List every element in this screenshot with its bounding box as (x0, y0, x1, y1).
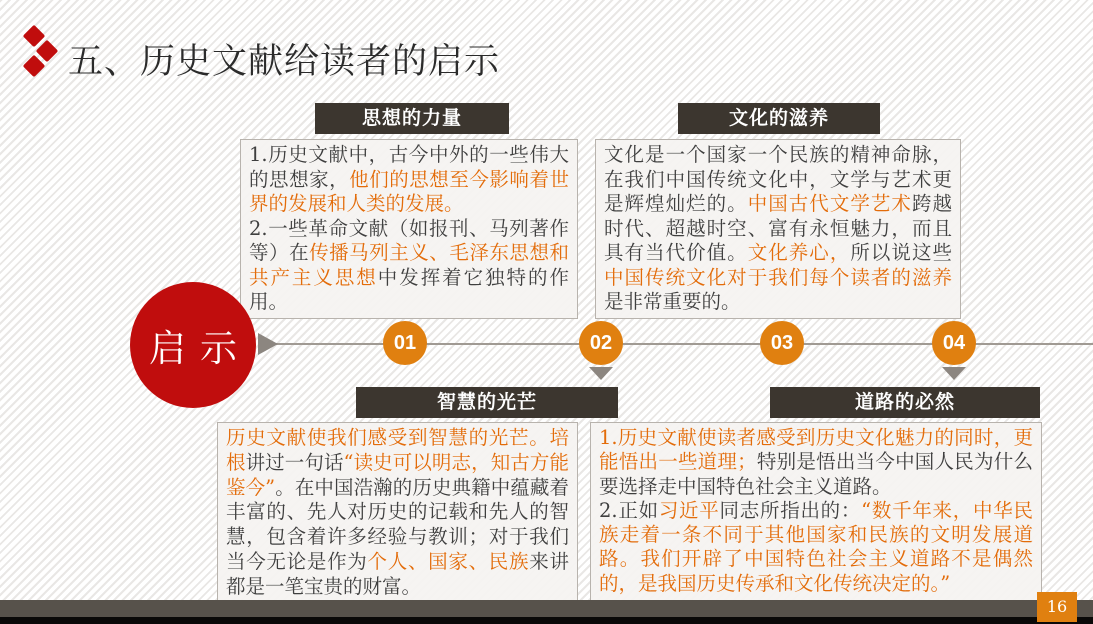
text-segment: 2.正如 (599, 498, 659, 522)
text-segment: 来讲都是一笔宝贵的财富。 (226, 549, 569, 598)
section-header-road: 道路的必然 (770, 387, 1040, 418)
text-segment: 。在中国浩瀚的历史典籍中蕴藏着丰富的、先人对历史的记载和先人的智慧，包含着许多经验与教训；对于我们当今无论是作为 (226, 475, 569, 573)
page-number-badge: 16 (1037, 592, 1077, 622)
section-body-wisdom (217, 422, 578, 602)
text-segment: 文化是一个国家一个民族的精神命脉，在我们中国传统文化中，文学与艺术更是辉煌灿烂的。 (604, 143, 952, 215)
section-header-culture: 文化的滋养 (678, 103, 880, 134)
text-segment: 所以说这些 (850, 241, 952, 264)
body-paragraph (249, 143, 569, 217)
arrow-down-icon (942, 367, 966, 380)
section-body-culture (595, 139, 961, 319)
section-body-road (590, 422, 1042, 618)
text-segment: 讲过一句话 (245, 450, 344, 474)
text-segment: 历史文献使我们感受到智慧的光芒。培根 (226, 426, 569, 474)
text-segment: 文化养心， (747, 241, 851, 264)
inspiration-circle: 启示 (130, 282, 256, 408)
arrow-right-icon (258, 333, 278, 355)
page-title: 五、历史文献给读者的启示 (68, 42, 501, 82)
body-paragraph (249, 217, 569, 315)
text-segment: 中发挥着它独特的作用。 (249, 265, 569, 313)
body-paragraph (599, 499, 1033, 596)
text-segment: 特别是悟出当今中国人民为什么要选择走中国特色社会主义道路。 (599, 450, 1033, 498)
timeline-node-03: 03 (760, 321, 804, 365)
text-segment: “读史可以明志，知古方能鉴今” (226, 450, 569, 499)
text-segment: 同志所指出的： (719, 498, 862, 522)
body-paragraph (599, 426, 1033, 499)
text-segment: 中国传统文化对于我们每个读者的滋养 (604, 265, 952, 289)
timeline-node-04: 04 (932, 321, 976, 365)
body-paragraph (226, 426, 569, 600)
text-segment: 1.历史文献使读者感受到历史文化魅力的同时，更能悟出一些道理； (599, 426, 1033, 474)
text-segment: 他们的思想至今影响着世界的发展和人类的发展。 (249, 167, 569, 215)
timeline-node-02: 02 (579, 321, 623, 365)
arrow-down-icon (589, 367, 613, 380)
section-body-thought (240, 139, 578, 319)
text-segment: 传播马列主义、毛泽东思想和共产主义思想 (249, 241, 569, 289)
text-segment: 1.历史文献中，古今中外的一些伟大的思想家， (249, 143, 569, 191)
section-header-thought: 思想的力量 (315, 103, 509, 134)
section-header-wisdom: 智慧的光芒 (356, 387, 618, 418)
text-segment: 中国古代文学艺术 (747, 192, 912, 215)
text-segment: 跨越时代、超越时空、富有永恒魅力，而且具有当代价值。 (604, 192, 952, 264)
body-paragraph (604, 143, 952, 315)
text-segment: 2.一些革命文献（如报刊、马列著作等）在 (249, 216, 569, 264)
footer-black-strip (0, 617, 1093, 624)
footer-bar (0, 600, 1093, 617)
timeline-node-01: 01 (383, 321, 427, 365)
text-segment: 个人、国家、民族 (367, 549, 530, 573)
text-segment: 是非常重要的。 (604, 290, 741, 313)
text-segment: 习近平 (658, 498, 720, 522)
text-segment: “数千年来，中华民族走着一条不同于其他国家和民族的文明发展道路。我们开辟了中国特色社会主义道路不是偶然的，是我国历史传承和文化传统决定的。” (599, 498, 1033, 595)
